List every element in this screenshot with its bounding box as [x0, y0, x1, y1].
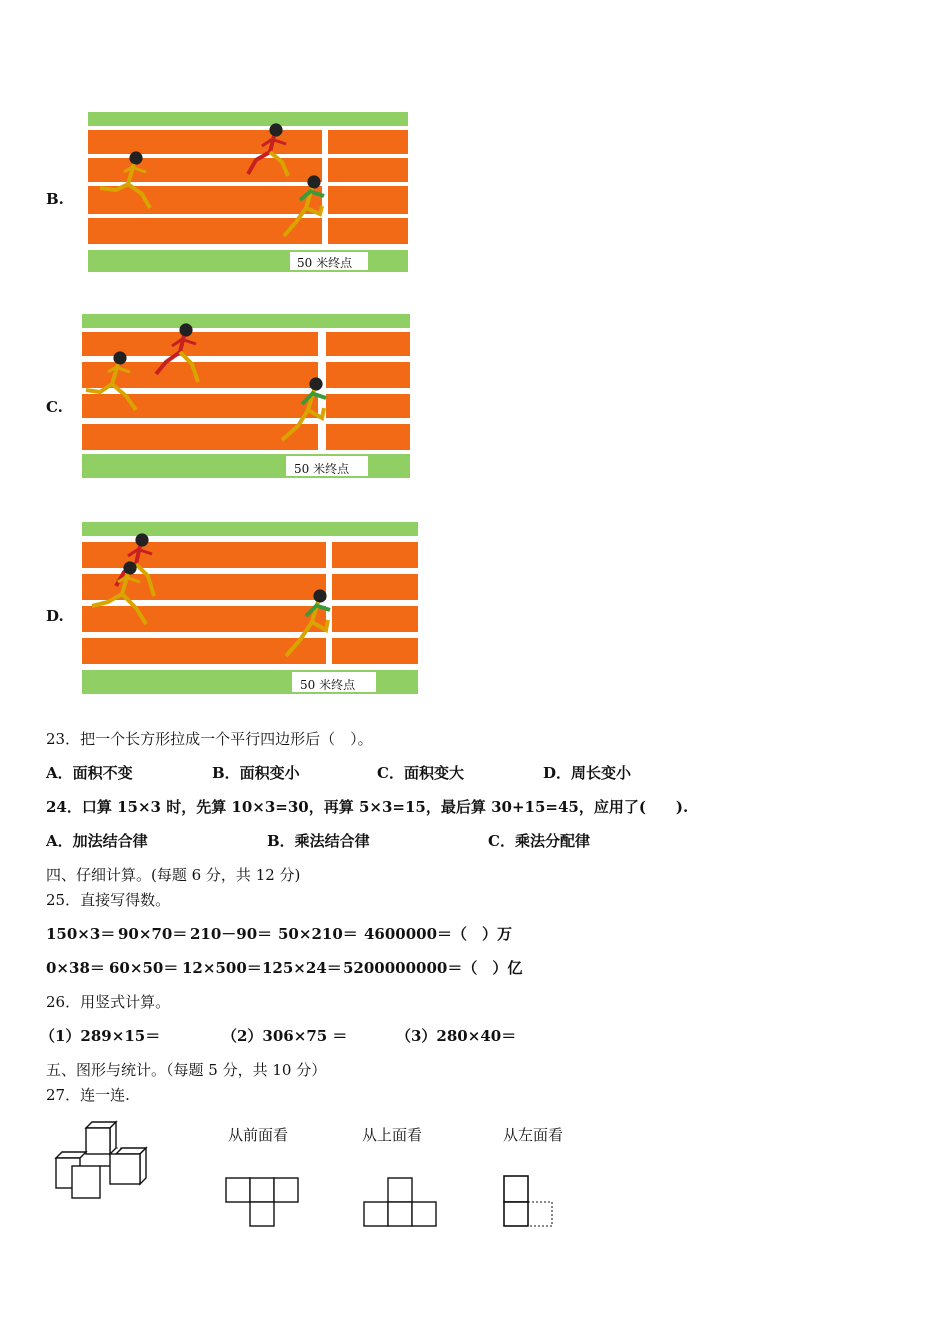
section-4-heading: 四、仔细计算。(每题 6 分，共 12 分) — [46, 866, 301, 884]
q25-r1-c1: 150×3＝ — [46, 925, 116, 943]
q27-text: 27．连一连. — [46, 1086, 130, 1104]
q26-item-2: （2）306×75 ＝ — [222, 1027, 348, 1045]
q23-text: 23．把一个长方形拉成一个平行四边形后（ ）。 — [46, 730, 373, 748]
finish-label-d: 50 米终点 — [300, 678, 356, 692]
q24-text: 24．口算 15×3 时，先算 10×3=30，再算 5×3=15，最后算 30+15=45，应用了( ). — [46, 798, 689, 816]
view-shape-2 — [362, 1176, 440, 1228]
q25-r1-c3: 210－90＝ — [190, 925, 273, 943]
q25-r1-c4: 50×210＝ — [278, 925, 358, 943]
cube-figure — [50, 1120, 150, 1202]
finish-label-c: 50 米终点 — [294, 462, 350, 476]
q25-r1-c5: 4600000＝（ ）万 — [364, 925, 513, 943]
q25-r2-c1: 0×38＝ — [46, 959, 105, 977]
view-label-top: 从上面看 — [362, 1126, 423, 1144]
q25-text: 25．直接写得数。 — [46, 891, 171, 909]
q25-r2-c3: 12×500＝ — [182, 959, 262, 977]
finish-label-b: 50 米终点 — [297, 256, 353, 270]
q25-r1-c2: 90×70＝ — [118, 925, 188, 943]
q23-opt-c: C．面积变大 — [377, 764, 464, 782]
grass-top — [88, 112, 408, 126]
section-5-heading: 五、图形与统计。（每题 5 分，共 10 分） — [46, 1061, 327, 1079]
q24-opt-b: B．乘法结合律 — [267, 832, 370, 850]
q23-opt-d: D．周长变小 — [543, 764, 632, 782]
option-c-label: C. — [46, 398, 63, 416]
track-image-c — [80, 312, 412, 480]
option-d-label: D. — [46, 607, 64, 625]
track-image-d — [80, 520, 420, 696]
q25-r2-c4: 125×24＝ — [262, 959, 342, 977]
view-label-left: 从左面看 — [503, 1126, 564, 1144]
view-shape-1 — [224, 1174, 302, 1228]
q23-opt-a: A．面积不变 — [46, 764, 133, 782]
q24-opt-a: A．加法结合律 — [46, 832, 148, 850]
q26-item-3: （3）280×40＝ — [396, 1027, 517, 1045]
track-image-b — [86, 110, 410, 274]
q24-opt-c: C．乘法分配律 — [488, 832, 590, 850]
q23-opt-b: B．面积变小 — [212, 764, 300, 782]
view-label-front: 从前面看 — [228, 1126, 289, 1144]
option-b-label: B. — [46, 190, 64, 208]
view-shape-3 — [502, 1174, 556, 1230]
q26-text: 26．用竖式计算。 — [46, 993, 171, 1011]
q25-r2-c2: 60×50＝ — [109, 959, 179, 977]
q25-r2-c5: 5200000000＝（ ）亿 — [343, 959, 523, 977]
q26-item-1: （1）289×15＝ — [40, 1027, 161, 1045]
